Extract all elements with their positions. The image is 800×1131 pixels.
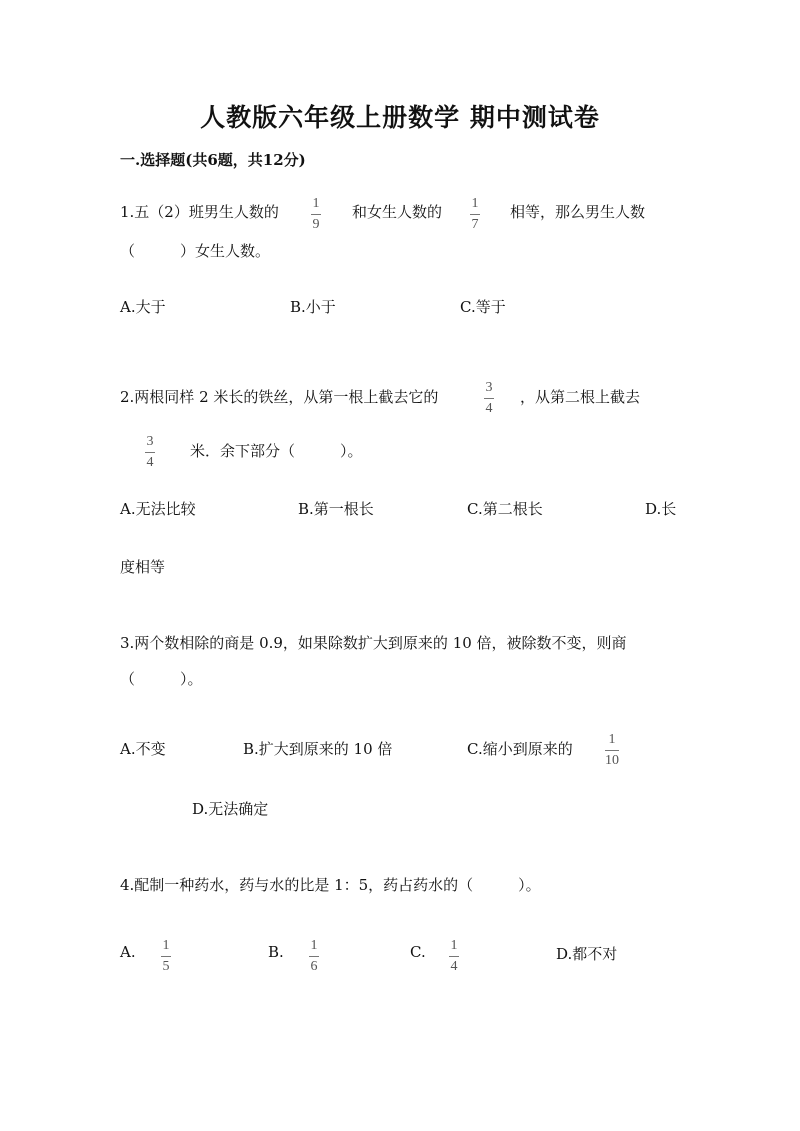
- q3-line-2: （ ）。: [120, 670, 203, 688]
- q3-option-d[interactable]: D.无法确定: [192, 800, 269, 818]
- q1-option-a[interactable]: A.大于: [120, 298, 166, 316]
- q2-option-b[interactable]: B.第一根长: [298, 500, 374, 518]
- q2-fraction-a-numerator: 3: [485, 380, 493, 395]
- q2-text-a: 2.两根同样 2 米长的铁丝，从第一根上截去它的: [120, 388, 439, 406]
- q1-fraction-b-denominator: 7: [471, 217, 479, 232]
- q1-fraction-a-denominator: 9: [312, 217, 320, 232]
- fraction-bar: [145, 452, 155, 453]
- q4-option-c-fraction: [449, 939, 459, 974]
- q4-fraction-b-denominator: 6: [310, 959, 318, 974]
- q4-option-b-fraction: [309, 939, 319, 974]
- q4-option-a[interactable]: A.: [120, 943, 136, 961]
- q3-option-b[interactable]: B.扩大到原来的 10 倍: [243, 740, 393, 758]
- q2-fraction-b-denominator: 4: [146, 455, 154, 470]
- q4-line-1: 4.配制一种药水，药与水的比是 1：5，药占药水的（ ）。: [120, 876, 541, 894]
- q4-fraction-c-denominator: 4: [450, 959, 458, 974]
- q2-option-a[interactable]: A.无法比较: [120, 500, 196, 518]
- q4-fraction-a-numerator: 1: [162, 938, 170, 953]
- q1-fraction-b: [470, 197, 480, 232]
- q2-text-b: ，从第二根上截去: [520, 388, 641, 406]
- q4-fraction-c-numerator: 1: [450, 938, 458, 953]
- q1-text-a: 1.五（2）班男生人数的: [120, 203, 279, 221]
- q2-fraction-b: [145, 435, 155, 470]
- q1-text-c: 相等，那么男生人数: [510, 203, 646, 221]
- page-title: 人教版六年级上册数学 期中测试卷: [200, 103, 600, 132]
- fraction-bar: [449, 956, 459, 957]
- q4-fraction-a-denominator: 5: [162, 959, 170, 974]
- q1-option-b[interactable]: B.小于: [290, 298, 336, 316]
- q2-fraction-a: [484, 381, 494, 416]
- fraction-bar: [470, 214, 480, 215]
- q2-fraction-b-numerator: 3: [146, 434, 154, 449]
- q4-option-c[interactable]: C.: [410, 943, 426, 961]
- q1-line-2: （ ）女生人数。: [120, 242, 271, 260]
- q4-option-d[interactable]: D.都不对: [556, 945, 618, 963]
- fraction-bar: [484, 398, 494, 399]
- q2-fraction-a-denominator: 4: [485, 401, 493, 416]
- q2-option-d[interactable]: D.长: [645, 500, 677, 518]
- q3-fraction-numerator: 1: [608, 732, 616, 747]
- section-heading: 一.选择题(共6题，共12分): [120, 151, 306, 169]
- q3-option-c[interactable]: C.缩小到原来的: [467, 740, 573, 758]
- fraction-bar: [311, 214, 321, 215]
- q2-option-d-wrap[interactable]: 度相等: [120, 558, 166, 576]
- q3-line-1: 3.两个数相除的商是 0.9，如果除数扩大到原来的 10 倍，被除数不变，则商: [120, 634, 627, 652]
- q4-fraction-b-numerator: 1: [310, 938, 318, 953]
- q4-option-b[interactable]: B.: [268, 943, 284, 961]
- q1-fraction-b-numerator: 1: [471, 196, 479, 211]
- q1-fraction-a: [311, 197, 321, 232]
- q2-text-c: 米．余下部分（ ）。: [190, 442, 363, 460]
- q2-option-c[interactable]: C.第二根长: [467, 500, 543, 518]
- fraction-bar: [309, 956, 319, 957]
- q1-fraction-a-numerator: 1: [312, 196, 320, 211]
- q3-option-a[interactable]: A.不变: [120, 740, 166, 758]
- fraction-bar: [161, 956, 171, 957]
- q1-option-c[interactable]: C.等于: [460, 298, 506, 316]
- fraction-bar: [605, 750, 619, 751]
- q4-option-a-fraction: [161, 939, 171, 974]
- q3-fraction-denominator: 10: [605, 753, 619, 768]
- q1-text-b: 和女生人数的: [352, 203, 443, 221]
- q3-option-c-fraction: [605, 733, 619, 768]
